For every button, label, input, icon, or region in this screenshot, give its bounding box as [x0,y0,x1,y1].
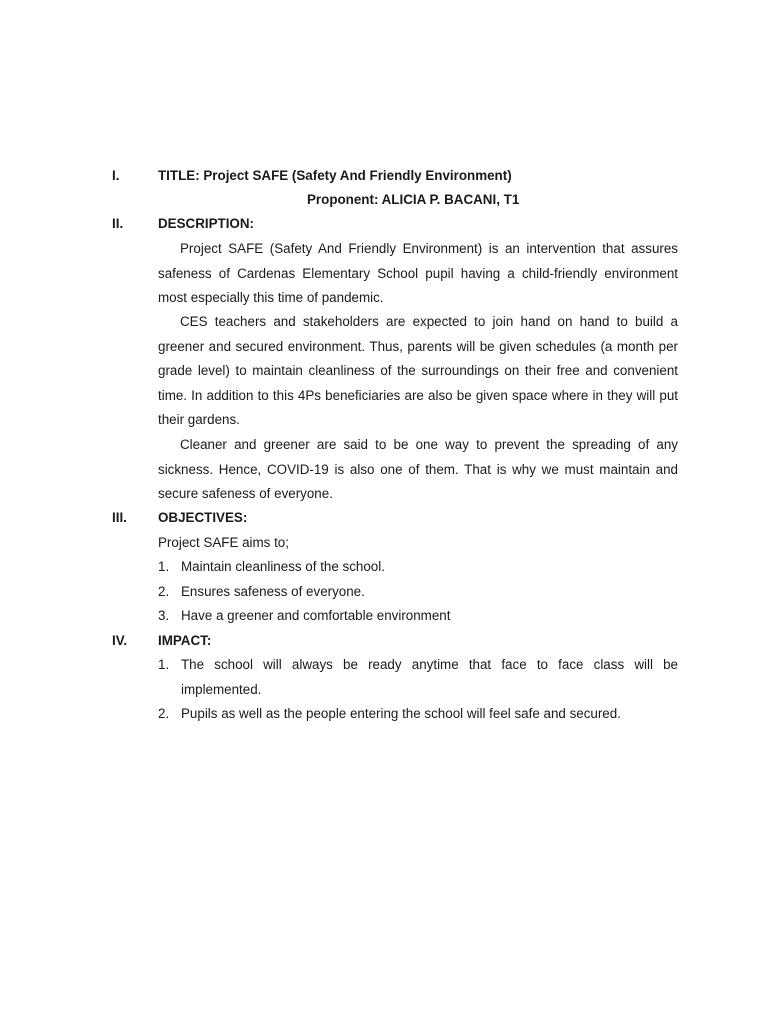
list-item [158,604,678,629]
section-heading: IMPACT: [158,633,212,648]
section-objectives-row [112,506,678,531]
list-item-text: Maintain cleanliness of the school. [181,559,385,574]
list-item-number: 2. [158,584,170,599]
list-item-number: 2. [158,706,170,721]
proponent-line: Proponent: ALICIA P. BACANI, T1 [307,192,520,207]
list-item-number: 3. [158,608,170,623]
section-title-row [112,164,678,189]
section-heading: OBJECTIVES: [158,510,248,525]
list-item-text: Ensures safeness of everyone. [181,584,365,599]
list-item [158,653,678,702]
section-numeral: IV. [112,633,128,648]
objectives-intro: Project SAFE aims to; [158,535,289,550]
list-item-text: Pupils as well as the people entering the school will feel safe and secured. [181,706,621,721]
description-paragraph: CES teachers and stakeholders are expected to join hand on hand to build a greener and secured environment. Thus, parents will be given schedules (a month per grade level) to maintain cleanliness of the surroundings on their free and convenient time. In addition to this 4Ps beneficiaries are also be given space where in they will put their gardens. [158,314,678,427]
list-item-number: 1. [158,657,170,672]
section-description-row [112,212,678,237]
section-impact-row [112,629,678,654]
description-paragraph: Project SAFE (Safety And Friendly Environment) is an intervention that assures safeness of Cardenas Elementary School pupil having a child-friendly environment most especially this time of pandemic. [158,241,678,305]
list-item [158,580,678,605]
description-paragraph: Cleaner and greener are said to be one way to prevent the spreading of any sickness. Hence, COVID-19 is also one of them. That is why we must maintain and secure safeness of everyone. [158,437,678,501]
list-item [158,702,678,727]
list-item-text: The school will always be ready anytime that face to face class will be implemented. [181,657,678,697]
section-heading: DESCRIPTION: [158,216,254,231]
section-numeral: III. [112,510,127,525]
list-item [158,555,678,580]
section-numeral: II. [112,216,124,231]
list-item-text: Have a greener and comfortable environment [181,608,451,623]
section-heading: TITLE: Project SAFE (Safety And Friendly Environment) [158,168,512,183]
list-item-number: 1. [158,559,170,574]
section-numeral: I. [112,168,120,183]
